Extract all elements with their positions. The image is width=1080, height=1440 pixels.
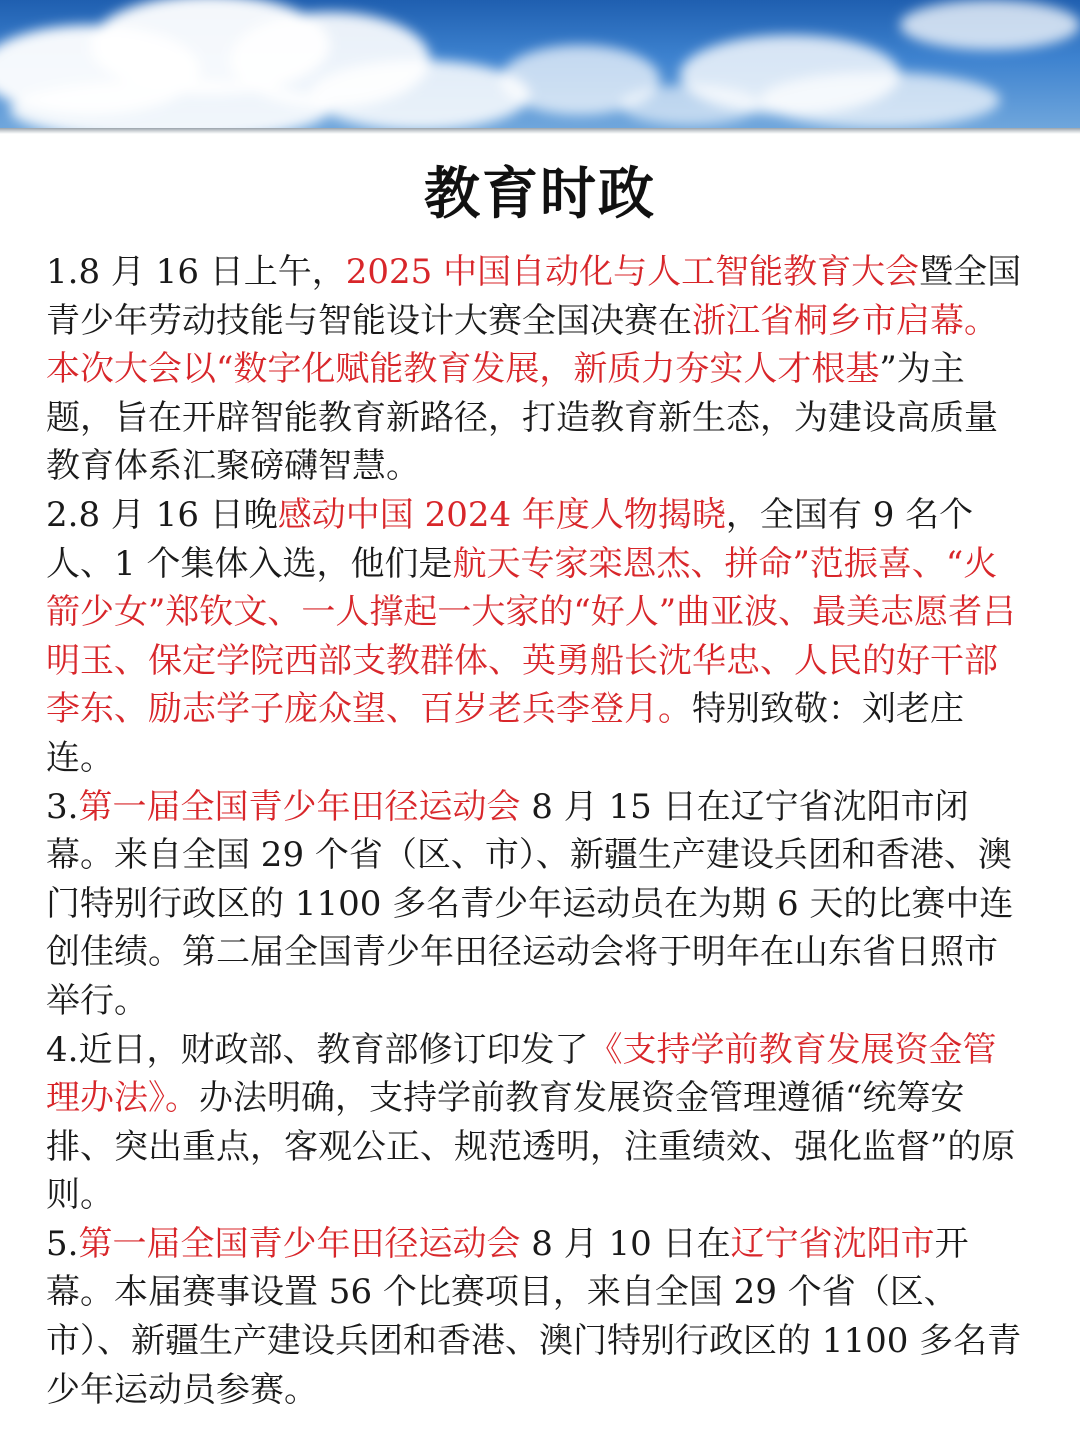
body-text: 特别致敬：刘老庄连。 [46, 689, 964, 778]
highlighted-text: 感动中国 2024 年度人物揭晓 [277, 494, 726, 535]
sky-banner-image [0, 0, 1080, 128]
highlighted-text: 《支持学前教育发展资金管理办法》。 [46, 1029, 997, 1119]
highlighted-text: 2025 中国自动化与人工智能教育大会 [345, 252, 920, 292]
news-item-4 [46, 1026, 1026, 1220]
page-title: 教育时政 [424, 162, 656, 227]
body-text: 3. [46, 786, 79, 827]
highlighted-text: 第一届全国青少年田径运动会 [78, 1223, 521, 1264]
body-text: 4.近日，财政部、教育部修订印发了 [46, 1029, 589, 1070]
body-text: 8 月 15 日在辽宁省沈阳市闭幕。来自全国 29 个省（区、市）、新疆生产建设兵团和香港、澳门特别行政区的 1100 多名青少年运动员在为期 6 天的比赛中连创佳绩。第二届全国青少年田径运动会将于明年在山东省日照市举行。 [46, 786, 1014, 1021]
news-item-5 [46, 1220, 1026, 1414]
highlighted-text: 浙江省桐乡市启幕。本次大会以“数字化赋能教育发展，新质力夯实人才根基 [46, 300, 998, 390]
body-text: 2.8 月 16 日晚 [46, 494, 278, 535]
news-item-2 [46, 491, 1026, 783]
body-text: 1.8 月 16 日上午， [46, 252, 346, 292]
body-text: 办法明确，支持学前教育发展资金管理遵循“统筹安排、突出重点，客观公正、规范透明，注重绩效、强化监督”的原则。 [46, 1078, 1016, 1216]
news-list [46, 248, 1026, 1414]
news-item-3 [46, 783, 1026, 1026]
body-text: ，全国有 9 名个人、1 个集体入选，他们是 [46, 494, 974, 584]
cloud-illustration [0, 0, 1080, 128]
body-text: 8 月 10 日在 [520, 1223, 731, 1264]
banner-divider [0, 128, 1080, 134]
body-text: 开幕。本届赛事设置 56 个比赛项目，来自全国 29 个省（区、市）、新疆生产建设兵团和香港、澳门特别行政区的 1100 多名青少年运动员参赛。 [46, 1223, 1022, 1410]
body-text: ”为主题，旨在开辟智能教育新路径，打造教育新生态，为建设高质量教育体系汇聚磅礴智慧。 [46, 349, 998, 487]
body-text: 5. [46, 1223, 79, 1264]
news-item-1 [46, 248, 1026, 491]
highlighted-text: 辽宁省沈阳市 [730, 1223, 935, 1264]
body-text: 暨全国青少年劳动技能与智能设计大赛全国决赛在 [46, 252, 1022, 341]
highlighted-text: 航天专家栾恩杰、拼命”范振喜、“火箭少女”郑钦文、一人撑起一大家的“好人”曲亚波、最美志愿者吕明玉、保定学院西部支教群体、英勇船长沈华忠、人民的好干部李东、励志学子庞众望、百岁老兵李登月。 [46, 543, 1017, 730]
highlighted-text: 第一届全国青少年田径运动会 [78, 786, 521, 827]
